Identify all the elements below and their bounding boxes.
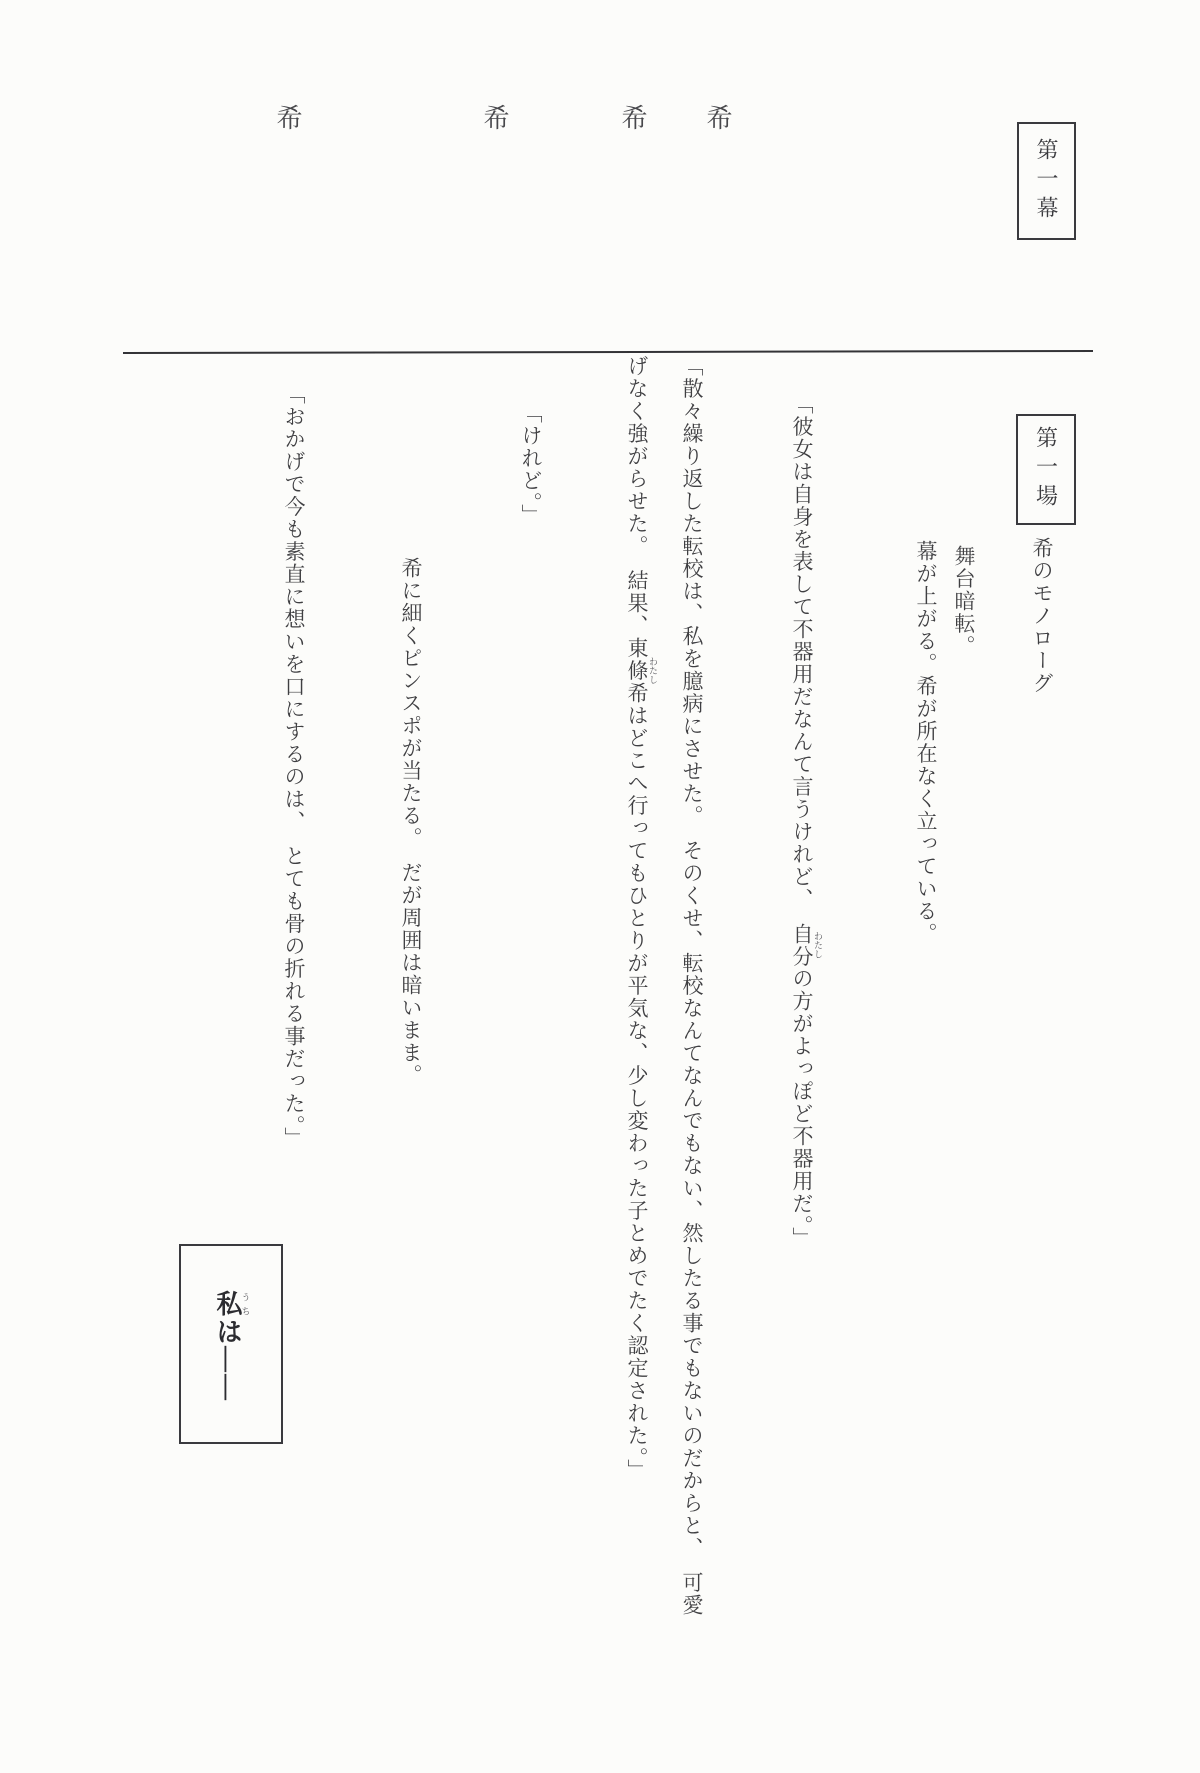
speaker-name-mark: 希 xyxy=(273,104,302,130)
stage-direction-pinspot: 希に細くピンスポが当たる。 だが周囲は暗いまま。 xyxy=(399,557,424,1087)
monologue-line-1: 「彼女は自身を表して不器用だなんて言うけれど、 自分 わたしの方がよっぽど不器用だ。」 xyxy=(790,393,824,1250)
monologue-line-4: 「おかげで今も素直に想いを口にするのは、 とても骨の折れる事だった。」 xyxy=(282,383,307,1150)
act-heading-box xyxy=(1017,122,1076,240)
speaker-name-mark: 希 xyxy=(480,104,509,130)
monologue-line-3: 「けれど。」 xyxy=(519,402,544,527)
speaker-name-mark: 希 xyxy=(703,104,732,130)
speaker-name-mark: 希 xyxy=(618,104,647,130)
scene-heading-label: 第一場 xyxy=(1033,426,1059,513)
act-heading-label: 第一幕 xyxy=(1034,137,1059,225)
stage-direction-curtain: 幕が上がる。希が所在なく立っている。 xyxy=(914,540,939,945)
section-divider-rule xyxy=(123,350,1093,354)
closing-line-text: 私うちは―― xyxy=(213,1290,251,1402)
scene-heading-box xyxy=(1016,414,1076,525)
monologue-line-2a: 「散々繰り返した転校は、私を臆病にさせた。 そのくせ、転校なんてなんでもない、然したる事でもないのだからと、 可愛 xyxy=(680,355,705,1617)
closing-line-box xyxy=(179,1244,283,1444)
stage-direction-blackout: 舞台暗転。 xyxy=(952,545,977,658)
monologue-line-2b: げなく強がらせた。 結果、東條希 わたしはどこへ行ってもひとりが平気な、少し変わった子とめでたく認定された。」 xyxy=(625,355,659,1482)
scene-subtitle: 希のモノローグ xyxy=(1030,537,1055,695)
